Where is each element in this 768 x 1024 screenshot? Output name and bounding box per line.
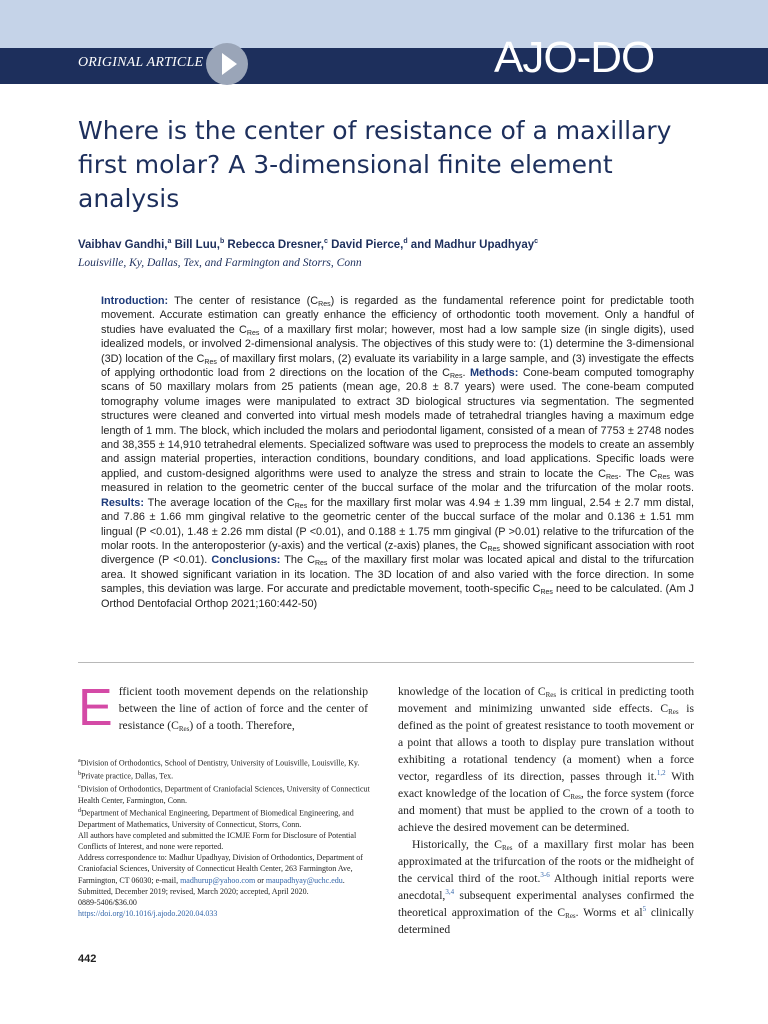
author-name: Vaibhav Gandhi, [78, 238, 168, 251]
subscript: Res [540, 589, 553, 597]
section-divider [78, 662, 694, 663]
author-locations: Louisville, Ky, Dallas, Tex, and Farmington and Storrs, Conn [78, 257, 362, 269]
footnote-text: . [342, 875, 345, 885]
subscript: Res [178, 725, 190, 733]
body-text: ) of a tooth. Therefore, [189, 719, 295, 732]
footnote-dates: Submitted, December 2019; revised, March 2020; accepted, April 2020. [78, 886, 309, 896]
body-text: fficient tooth movement depends on the relationship between the line of action of force and the center of resistance (C [118, 685, 368, 732]
subscript: Res [501, 844, 513, 852]
subscript: Res [668, 708, 679, 716]
body-text: clinically determined [398, 906, 694, 936]
footnote-affiliation [78, 756, 370, 769]
author-affiliation-mark: a [167, 238, 172, 245]
body-text: of a maxillary first molar has been approximated at the trifurcation of the roots or the midheight of the cervical third of the root. [398, 838, 694, 885]
article-type-label: ORIGINAL ARTICLE [78, 55, 204, 70]
body-text: subsequent experimental analyses confirmed the theoretical approximation of the C [398, 889, 694, 919]
body-paragraph [398, 836, 694, 938]
subscript: Res [605, 473, 619, 481]
doi-link[interactable]: https://doi.org/10.1016/j.ajodo.2020.04.033 [78, 909, 218, 919]
author-name: and Madhur Upadhyay [410, 238, 535, 251]
author-affiliation-mark: b [219, 238, 225, 245]
subscript: Res [657, 473, 670, 481]
abstract-heading-results: Results: [101, 496, 144, 509]
abstract-text: . The C [618, 467, 658, 480]
author-name: David Pierce, [331, 238, 404, 251]
author-name: Rebecca Dresner, [227, 238, 324, 251]
author-name: Bill Luu, [174, 238, 220, 251]
subscript: Res [570, 793, 581, 801]
footnote-mark: c [78, 783, 81, 790]
body-text: Although initial reports were anecdotal, [398, 872, 694, 902]
body-paragraph [398, 683, 694, 836]
abstract-heading-methods: Methods: [469, 367, 519, 380]
subscript: Res [545, 691, 557, 699]
footnote-text: Division of Orthodontics, School of Dentistry, University of Louisville, Louisville, Ky. [80, 758, 360, 768]
body-column-left [78, 679, 368, 737]
page-number: 442 [78, 953, 97, 965]
abstract-text: need to be calculated. (Am J Orthod Dentofacial Orthop 2021;160:442-50) [101, 583, 694, 610]
footnote-mark: d [78, 807, 81, 814]
abstract-text: ) is regarded as the fundamental reference point for predictable tooth movement. Accurate estimation can greatly enhance the efficiency of orthodontic tooth movement. Only a handful of studies have evaluated the C [101, 295, 694, 336]
body-text: , the force system (force and moment) that must be applied to the crown of a tooth to achieve the desired movement can be determined. [398, 787, 694, 834]
author-list [78, 238, 698, 251]
author-affiliation-mark: c [534, 238, 539, 245]
footnote-mark: a [78, 758, 81, 764]
footnote-text: Division of Orthodontics, Department of Craniofacial Sciences, University of Connecticut Health Center, Farmington, Conn. [78, 784, 370, 805]
email-link[interactable]: maupadhyay@uchc.edu [265, 875, 343, 885]
subscript: Res [246, 329, 260, 337]
footnote-affiliation [78, 806, 370, 830]
reference-link[interactable]: 1,2 [656, 769, 666, 777]
author-affiliation-mark: d [403, 238, 408, 245]
drop-cap: E [78, 679, 113, 737]
body-text: knowledge of the location of C [398, 685, 546, 698]
body-text: is critical in predicting tooth movement and minimizing unwanted side effects. C [398, 685, 694, 715]
footnote-conflicts: All authors have completed and submitted the ICMJE Form for Disclosure of Potential Conflicts of Interest, and none were reported. [78, 830, 357, 852]
subscript: Res [318, 301, 331, 308]
footnote-text: or [255, 875, 266, 885]
abstract-text: of the maxillary first molar was located apical and distal to the trifurcation area. It showed significant variation in its location. The 3D location of and also varied with the force direction. In some samples, this deviation was large. For accurate and predictable movement, tooth-specific C [101, 554, 694, 596]
email-link[interactable]: madhurup@yahoo.com [180, 875, 256, 885]
abstract-text: showed significant association with root divergence (P <0.01). [101, 539, 694, 567]
abstract-text: . [462, 367, 470, 380]
reference-link[interactable]: 3-6 [540, 871, 550, 879]
journal-logo: AJO-DO [494, 33, 655, 82]
body-text: . Worms et al [575, 906, 643, 919]
abstract-text: of a maxillary first molar; however, most had a low sample size (in single digits), used idealized models, or involved 2-dimensional analysis. The objectives of this study were to: (1) determine the 3-dimensional (3D) location of the C [101, 323, 694, 365]
abstract-text: for the maxillary first molar was 4.94 ± 1.39 mm lingual, 2.54 ± 2.7 mm distal, and 7.86 ± 1.66 mm gingival relative to the geometric center of the buccal surface of the molar and 0.136 ± 1.51 mm lingual (P <0.01), 1.48 ± 2.26 mm distal (P <0.01), and 0.188 ± 1.75 mm gingival (P >0.01) relative to the trifurcation of the molar roots. In the anteroposterior (y-axis) and the vertical (z-axis) planes, the C [101, 496, 694, 552]
footnote-text: Private practice, Dallas, Tex. [81, 771, 174, 781]
body-text: With exact knowledge of the location of C [398, 770, 694, 800]
abstract-text: Cone-beam computed tomography scans of 50 maxillary molars from 25 patients (mean age, 20.8 ± 8.7 years) were used. The cone-beam computed tomography volume images were manipulated to extract 3D biological structures via segmentation. The segmented structures were cleaned and converted into virtual mesh models made of tetrahedral triangles having a maximum edge length of 1 mm. The block, which included the molars and periodontal ligament, consisted of a mean of 7753 ± 2748 nodes and 38,355 ± 14,910 tetrahedral elements. Specialized software was used to preprocess the models to create an assembly and assign material properties, interaction conditions, boundary conditions, and load applications. Specific loads were applied, and custom-designed algorithms were used to analyze the stress and strain to locate the C [101, 367, 694, 480]
body-text: is defined as the point of greatest resistance to tooth movement or a point that allows a tooth to display pure translation without exhibiting a rotational tendency (a moment) when a force vector, regardless of its direction, passes through it. [398, 702, 694, 783]
footnote-affiliation [78, 769, 370, 782]
subscript: Res [565, 912, 576, 920]
reference-link[interactable]: 3,4 [445, 888, 455, 896]
footnote-issn: 0889-5406/$36.00 [78, 898, 137, 908]
author-affiliation-mark: c [323, 238, 328, 245]
footnotes [78, 756, 370, 919]
play-icon[interactable] [222, 53, 237, 75]
body-text: Historically, the C [412, 838, 502, 851]
subscript: Res [314, 560, 328, 568]
body-column-right [398, 683, 694, 938]
abstract-text: was measured in relation to the geometric center of the buccal surface of the molar and the trifurcation of the molar roots. [101, 467, 694, 495]
subscript: Res [204, 358, 217, 366]
footnote-text: Address correspondence to: Madhur Upadhyay, Division of Orthodontics, Department of Craniofacial Sciences, University of Connecticut Health Center, 263 Farmington Ave, Farmington, CT 06030; e-mail, [78, 853, 363, 885]
abstract-text: The average location of the C [143, 496, 295, 509]
subscript: Res [487, 545, 500, 553]
footnote-text: Department of Mechanical Engineering, Department of Biomedical Engineering, and Department of Mathematics, University of Connecticut, Storrs, Conn. [78, 808, 354, 829]
footnote-correspondence [78, 852, 370, 886]
abstract-heading-conclusions: Conclusions: [211, 554, 281, 567]
footnote-affiliation [78, 782, 370, 806]
abstract-text: The center of resistance (C [168, 295, 319, 307]
footnote-mark: b [78, 770, 81, 777]
subscript: Res [294, 502, 308, 510]
abstract-heading-introduction: Introduction: [101, 295, 169, 307]
abstract-text: of maxillary first molars, (2) evaluate its variability in a large sample, and (3) investigate the effects of applying orthodontic load from 2 directions on the location of the C [101, 352, 695, 380]
subscript: Res [450, 373, 463, 381]
reference-link[interactable]: 5 [642, 905, 647, 913]
abstract-text: The C [280, 554, 315, 567]
abstract [101, 294, 694, 611]
article-title: Where is the center of resistance of a maxillary first molar? A 3-dimensional finite element analysis [78, 116, 672, 213]
